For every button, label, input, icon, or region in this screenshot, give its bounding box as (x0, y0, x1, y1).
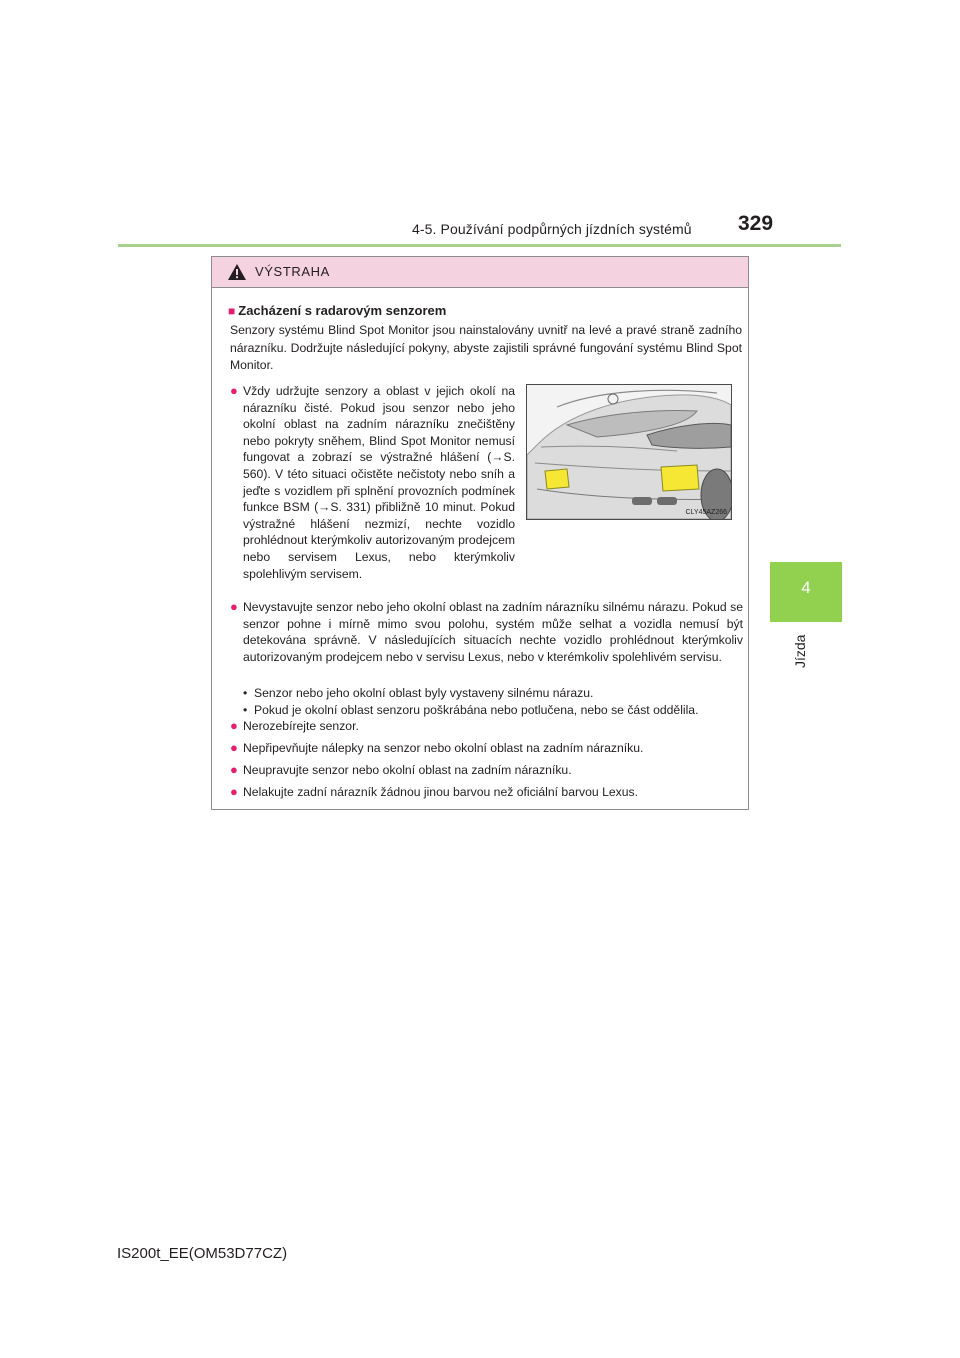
bullet-dot-icon: ● (230, 718, 238, 733)
figure-code: CLY45AZ266 (685, 509, 727, 516)
bullet-item (230, 762, 743, 779)
car-rear-illustration (527, 385, 731, 519)
sub-bullet-marker: • (243, 686, 248, 700)
bullet-item (230, 784, 743, 801)
bullet-text: Vždy udržujte senzory a oblast v jejich okolí na nárazníku čisté. Pokud jsou senzor nebo jeho okolní oblast na zadním nárazníku znečištěny nebo pokryty sněhem, Blind Spot Monitor nemusí fungovat a zobrazí se výstražné hlášení (→S. 560). V této situaci očistěte nečistoty nebo sníh a jeďte s vozidlem při splnění provozních podmínek funkce BSM (→S. 331) přibližně 10 minut. Pokud výstražné hlášení nezmizí, nechte vozidlo prohlédnout kterýmkoliv autorizovaným prodejcem nebo servisem Lexus, nebo kterýmkoliv spolehlivým servisem. (243, 384, 515, 581)
bullet-item (230, 383, 515, 582)
sub-bullet-text: Pokud je okolní oblast senzoru poškrábána nebo potlučena, nebo se část oddělila. (254, 703, 699, 717)
intro-paragraph: Senzory systému Blind Spot Monitor jsou nainstalovány uvnitř na levé a pravé straně zadního nárazníku. Dodržujte následující pokyny, abyste zajistili správné fungování systému Blind Spot Monitor. (230, 323, 742, 372)
document-code: IS200t_EE(OM53D77CZ) (117, 1245, 288, 1262)
warning-triangle-icon (227, 263, 247, 281)
chapter-label-text: Jízda (792, 634, 808, 668)
sensor-figure (526, 384, 732, 520)
bullet-dot-icon: ● (230, 762, 238, 777)
header-rule (118, 244, 841, 247)
warning-title: VÝSTRAHA (255, 264, 330, 279)
bullet-text: Nerozebírejte senzor. (243, 719, 359, 733)
sub-bullet-text: Senzor nebo jeho okolní oblast byly vystaveny silnému nárazu. (254, 686, 594, 700)
chapter-label (790, 632, 820, 682)
chapter-tab: 4 (770, 562, 842, 622)
sub-bullet-item (243, 702, 749, 719)
bullet-item (230, 599, 743, 665)
page-number: 329 (738, 212, 774, 235)
header-section-title: 4-5. Používání podpůrných jízdních systémů (412, 221, 692, 237)
bullet-item (230, 718, 743, 735)
bullet-text: Nelakujte zadní nárazník žádnou jinou barvou než oficiální barvou Lexus. (243, 785, 638, 799)
sub-bullet-item (243, 685, 749, 702)
bullet-text: Neupravujte senzor nebo okolní oblast na zadním nárazníku. (243, 763, 572, 777)
bullet-item (230, 740, 743, 757)
warning-box (211, 256, 749, 810)
warning-header (212, 257, 748, 288)
bullet-dot-icon: ● (230, 383, 238, 398)
square-bullet-icon: ■ (228, 304, 236, 318)
bullet-text: Nevystavujte senzor nebo jeho okolní oblast na zadním nárazníku silnému nárazu. Pokud se senzor pohne i mírně mimo svou polohu, systém může selhat a vozidla nemusí být detekována správně. V následujících situacích nechte vozidlo prohlédnout kterýmkoliv autorizovaným prodejcem nebo v servisu Lexus, nebo v kterémkoliv spolehlivém servisu. (243, 600, 743, 664)
bullet-dot-icon: ● (230, 784, 238, 799)
section-heading (228, 303, 446, 318)
section-heading-text: Zacházení s radarovým senzorem (238, 303, 447, 318)
bullet-text: Nepřipevňujte nálepky na senzor nebo okolní oblast na zadním nárazníku. (243, 741, 644, 755)
bullet-dot-icon: ● (230, 740, 238, 755)
bullet-dot-icon: ● (230, 599, 238, 614)
sub-bullet-marker: • (243, 703, 248, 717)
